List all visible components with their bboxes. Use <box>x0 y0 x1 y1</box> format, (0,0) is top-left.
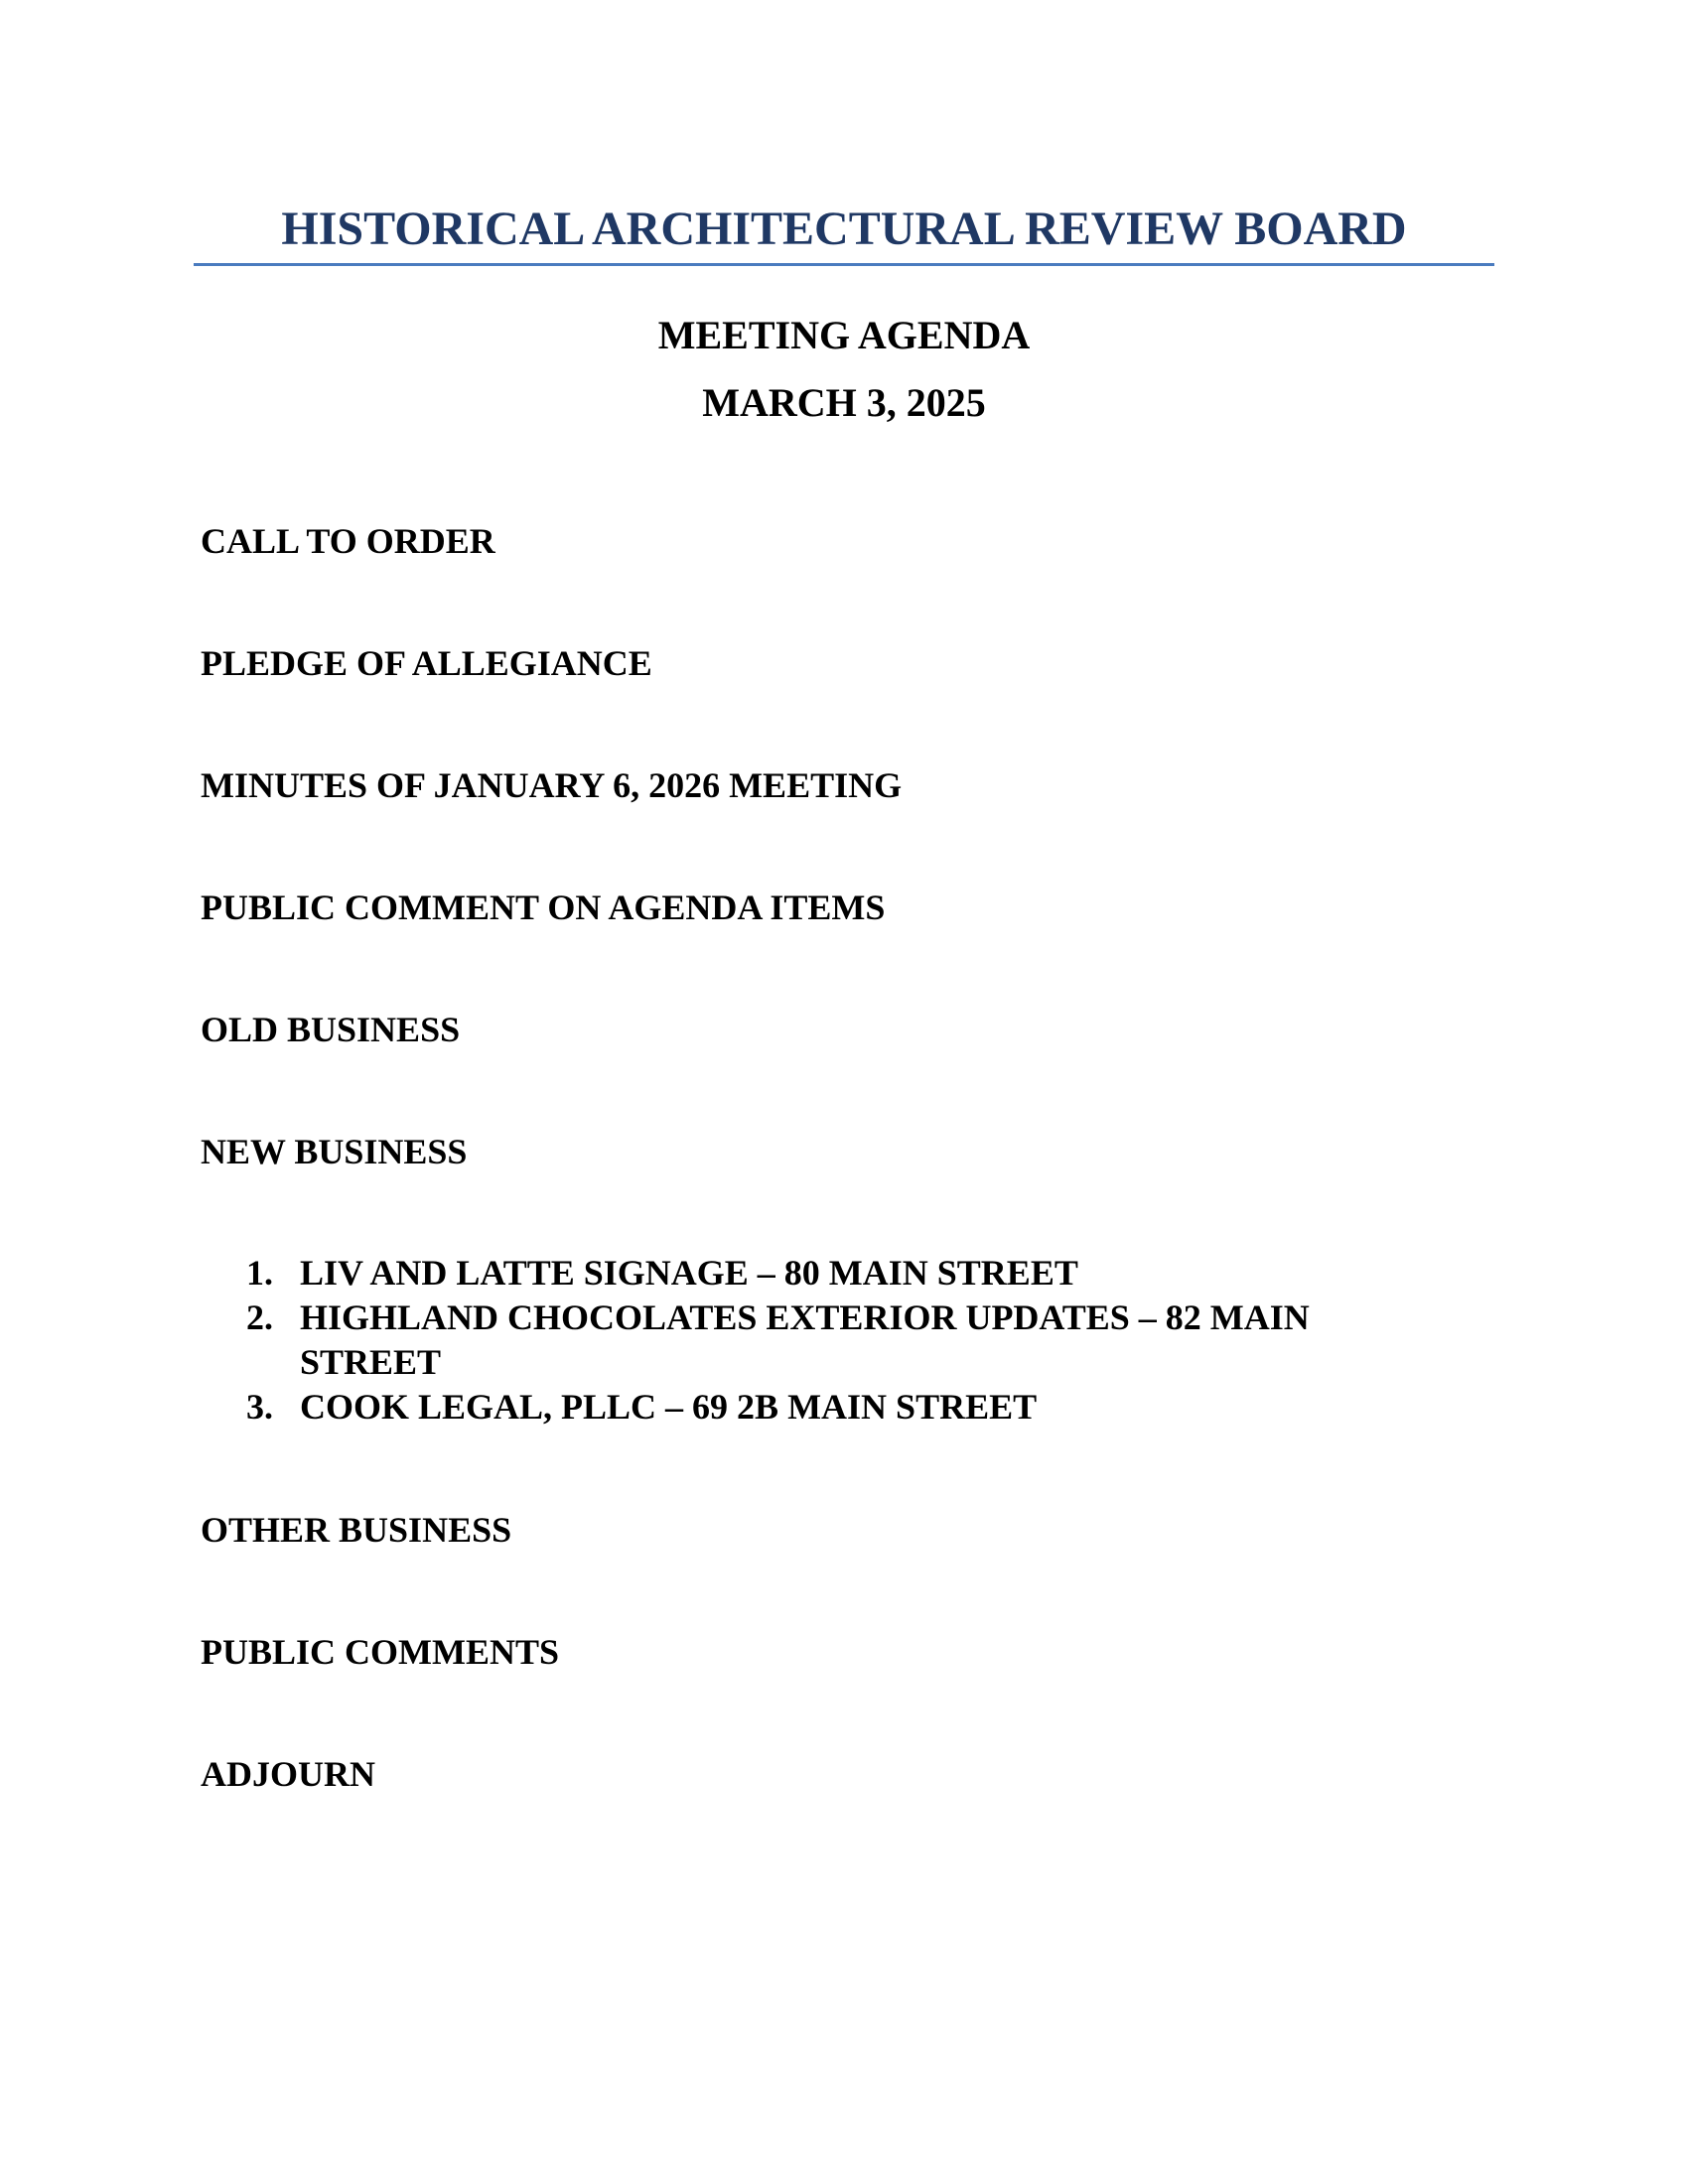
list-item-text: COOK LEGAL, PLLC – 69 2B MAIN STREET <box>300 1387 1038 1427</box>
agenda-item-other-business: OTHER BUSINESS <box>201 1510 512 1550</box>
page-title: HISTORICAL ARCHITECTURAL REVIEW BOARD <box>281 203 1407 255</box>
agenda-item-new-business: NEW BUSINESS <box>201 1132 468 1171</box>
list-item-number: 2. <box>246 1297 273 1337</box>
agenda-heading: MEETING AGENDA <box>657 313 1031 357</box>
meeting-date: MARCH 3, 2025 <box>702 380 986 425</box>
list-item-text: HIGHLAND CHOCOLATES EXTERIOR UPDATES – 82 MAIN STREET <box>300 1297 1310 1382</box>
new-business-list <box>246 1251 1491 1430</box>
title-divider <box>194 263 1494 266</box>
agenda-item-pledge: PLEDGE OF ALLEGIANCE <box>201 643 652 683</box>
agenda-item-adjourn: ADJOURN <box>201 1754 375 1794</box>
list-item <box>246 1251 1491 1296</box>
list-item-number: 3. <box>246 1387 273 1427</box>
agenda-item-public-comment-agenda: PUBLIC COMMENT ON AGENDA ITEMS <box>201 887 886 927</box>
list-item-text: LIV AND LATTE SIGNAGE – 80 MAIN STREET <box>300 1253 1078 1293</box>
agenda-item-call-to-order: CALL TO ORDER <box>201 521 495 561</box>
agenda-item-public-comments: PUBLIC COMMENTS <box>201 1632 560 1672</box>
list-item <box>246 1296 1491 1385</box>
agenda-item-old-business: OLD BUSINESS <box>201 1010 461 1049</box>
agenda-item-minutes: MINUTES OF JANUARY 6, 2026 MEETING <box>201 765 903 805</box>
list-item <box>246 1385 1491 1430</box>
list-item-number: 1. <box>246 1253 273 1293</box>
